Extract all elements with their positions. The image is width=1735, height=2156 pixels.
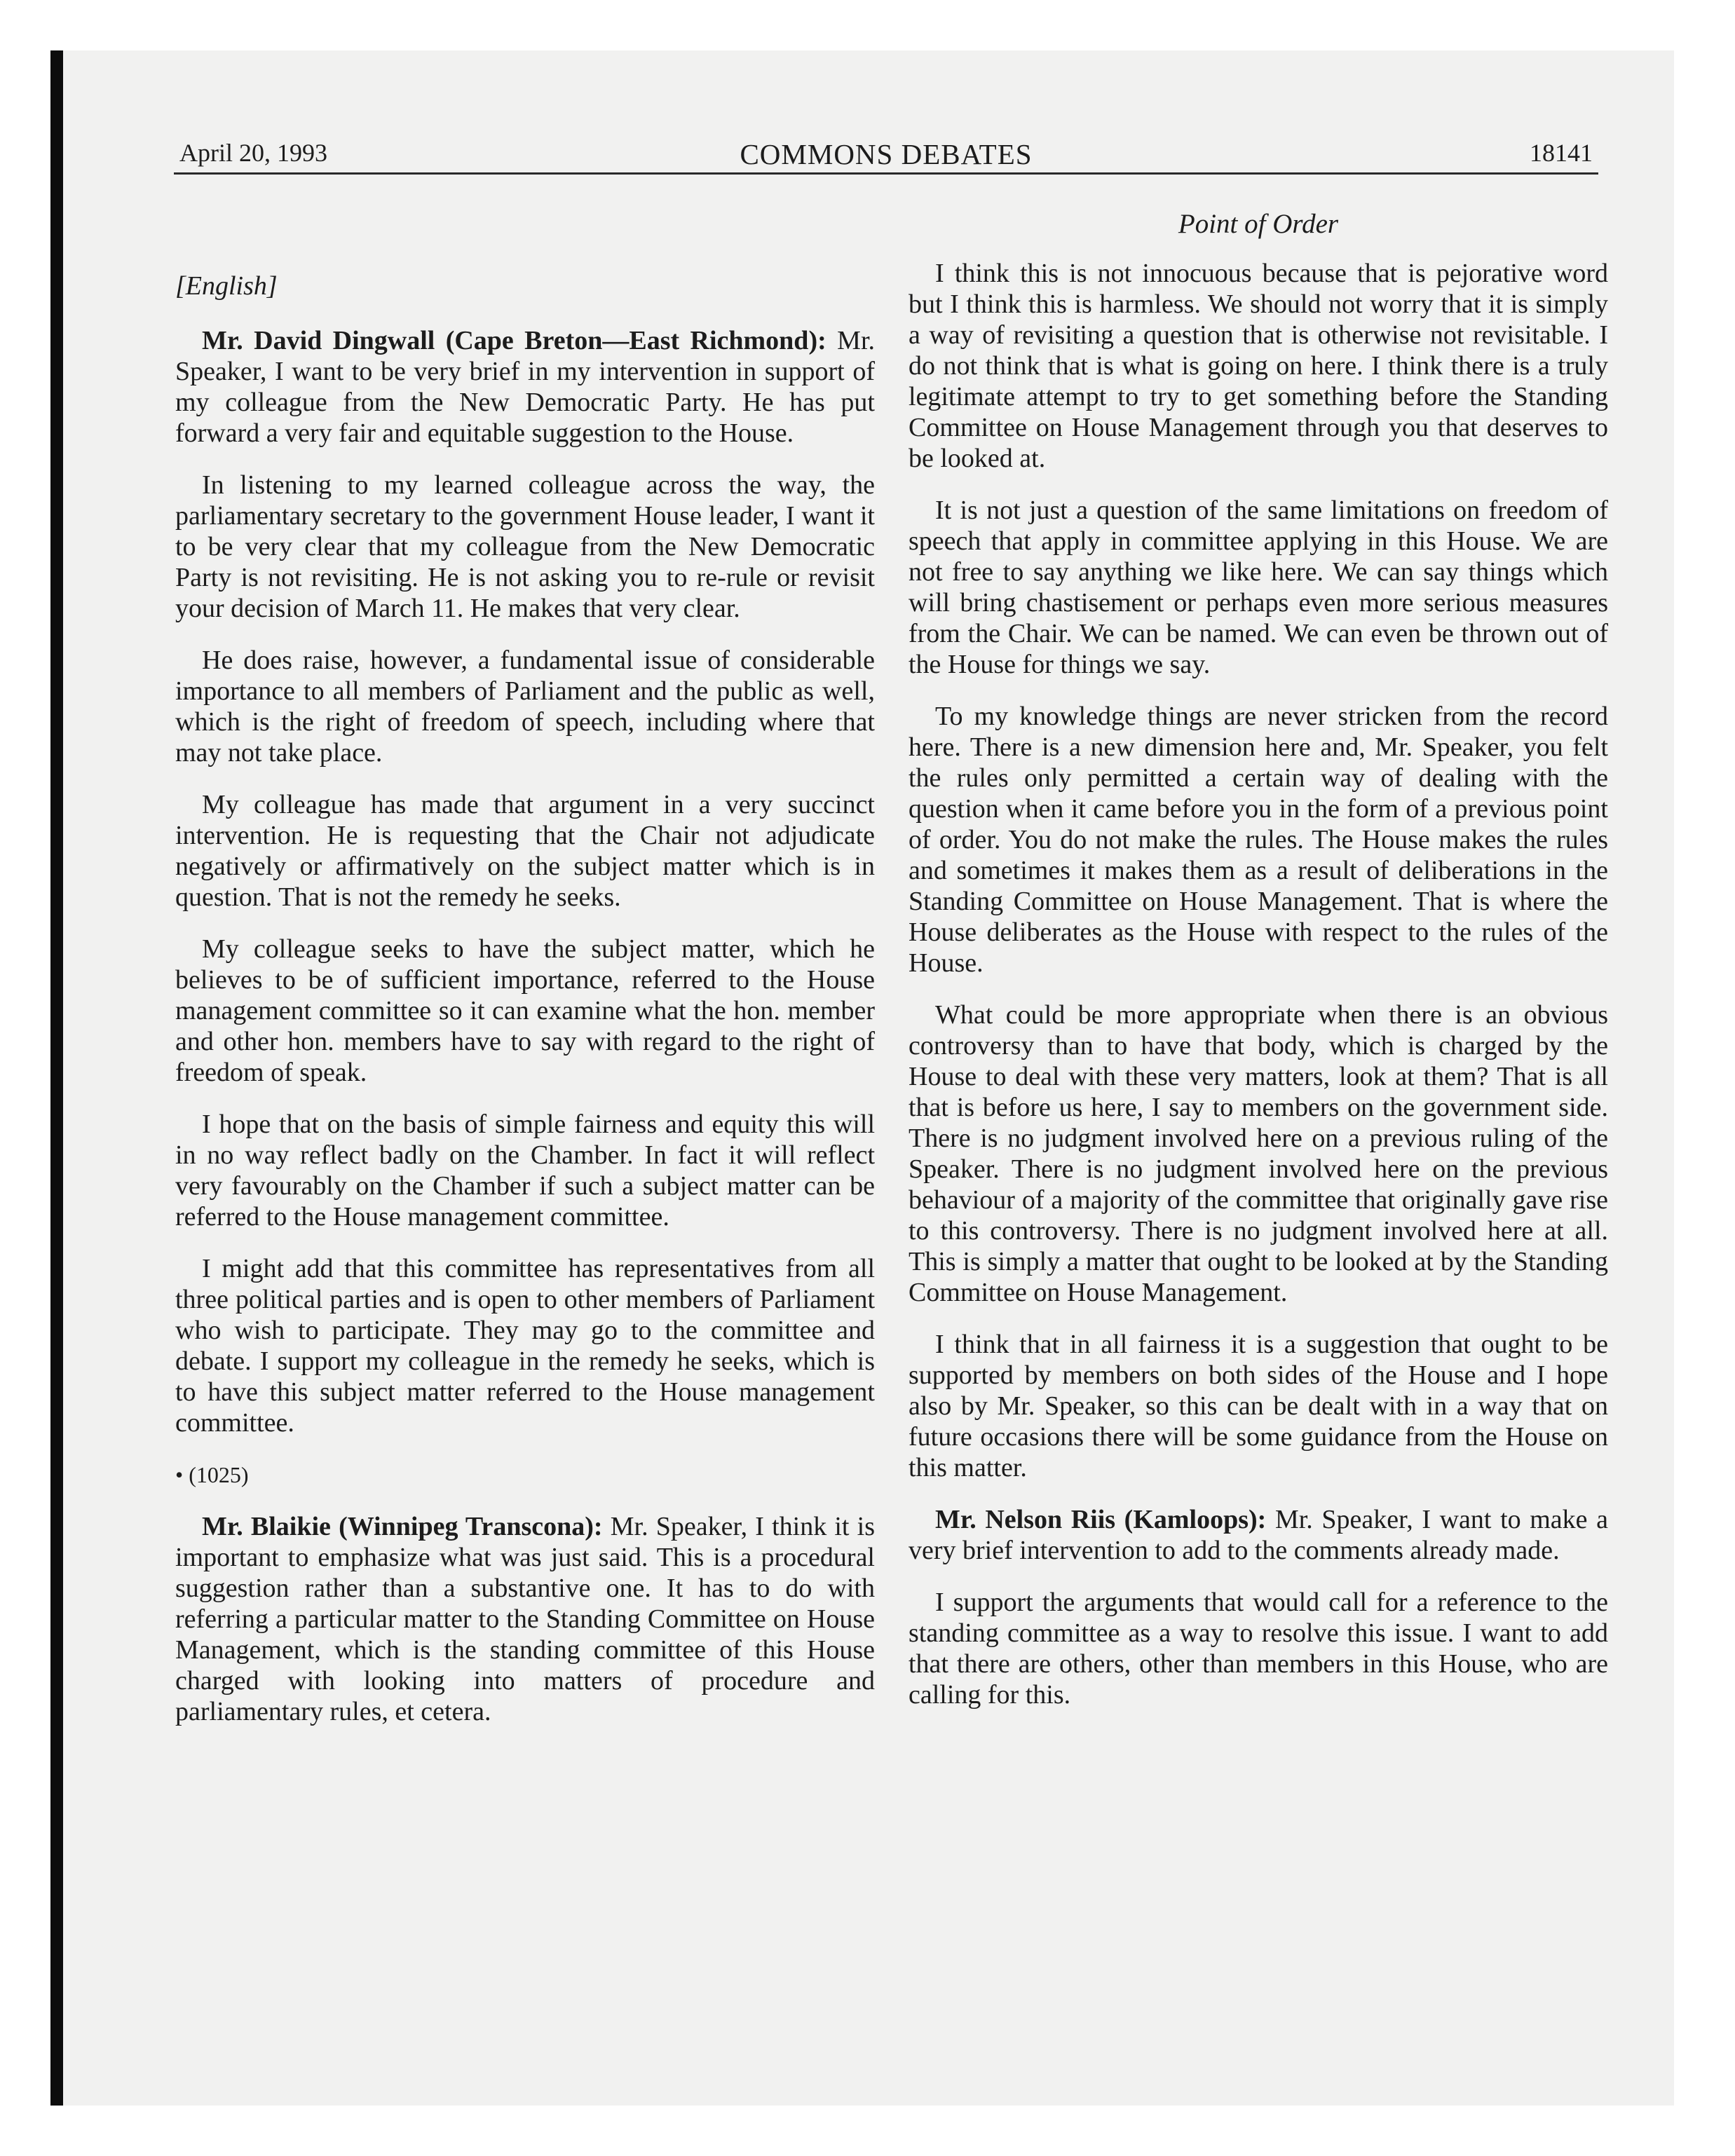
time-marker: • (1025) <box>175 1462 249 1487</box>
paragraph: I support the arguments that would call for a reference to the standing committee as a way to resolve this issue. I want to add that there are others, other than members in this House, who are calling for this. <box>909 1588 1608 1710</box>
speaker-name: Mr. David Dingwall (Cape Breton—East Richmond): <box>202 326 826 355</box>
paragraph-dingwall <box>175 325 875 449</box>
paragraph: My colleague seeks to have the subject matter, which he believes to be of sufficient importance, referred to the House management committee so it can examine what the hon. member and other hon. members have to say with regard to the right of freedom of speak. <box>175 934 875 1087</box>
paragraph-text: Mr. Speaker, I want to be very brief in my intervention in support of my colleague from the New Democratic Party. He has put forward a very fair and equitable suggestion to the House. <box>175 326 876 448</box>
paragraph-text: Mr. Speaker, I want to make a very brief intervention to add to the comments already made. <box>909 1505 1608 1565</box>
paragraph: It is not just a question of the same limitations on freedom of speech that apply in committee applying in this House. We are not free to say anything we like here. We can say things which will bring chastisement or perhaps even more serious measures from the Chair. We can be named. We can even be thrown out of the House for things we say. <box>909 496 1608 679</box>
paragraph-blaikie <box>175 1511 875 1727</box>
language-tag: [English] <box>175 271 278 301</box>
page-header <box>174 129 1598 170</box>
paragraph: To my knowledge things are never stricken from the record here. There is a new dimension here and, Mr. Speaker, you felt the rules only permitted a certain way of dealing with the question when it came before you in the form of a previous point of order. You do not make the rules. The House makes the rules and sometimes it makes them as a result of deliberations in the Standing Committee on House Management. That is where the House deliberates as the House with respect to the rules of the House. <box>909 702 1608 978</box>
header-date: April 20, 1993 <box>179 139 327 167</box>
speaker-name: Mr. Nelson Riis (Kamloops): <box>935 1505 1267 1534</box>
header-page-number: 18141 <box>1530 139 1593 167</box>
paragraph: He does raise, however, a fundamental issue of considerable importance to all members of Parliament and the public as well, which is the right of freedom of speech, including where that may not take place. <box>175 646 875 767</box>
paragraph: I hope that on the basis of simple fairness and equity this will in no way reflect badly on the Chamber. In fact it will reflect very favourably on the Chamber if such a subject matter can be referred to the House management committee. <box>175 1110 875 1231</box>
paragraph: I think that in all fairness it is a suggestion that ought to be supported by members on both sides of the House and I hope also by Mr. Speaker, so this can be dealt with in a way that on future occasions there will be some guidance from the House on this matter. <box>909 1330 1608 1482</box>
paragraph: I might add that this committee has representatives from all three political parties and is open to other members of Parliament who wish to participate. They may go to the committee and debate. I support my colleague in the remedy he seeks, which is to have this subject matter referred to the House management committee. <box>175 1254 875 1438</box>
right-column <box>909 209 1608 1731</box>
paragraph: In listening to my learned colleague across the way, the parliamentary secretary to the government House leader, I want it to be very clear that my colleague from the New Democratic Party is not revisiting. He is not asking you to re-rule or revisit your decision of March 11. He makes that very clear. <box>175 470 875 623</box>
paragraph-riis <box>909 1504 1608 1566</box>
paragraph-text: Mr. Speaker, I think it is important to emphasize what was just said. This is a procedural suggestion rather than a substantive one. It has to do with referring a particular matter to the Standing Committee on House Management, which is the standing committee of this House charged with looking into matters of procedure and parliamentary rules, et cetera. <box>175 1512 875 1726</box>
left-column <box>175 209 875 1748</box>
section-heading: Point of Order <box>1178 209 1339 239</box>
binding-edge <box>50 50 63 2106</box>
paragraph: What could be more appropriate when there is an obvious controversy than to have that body, which is charged by the House to deal with these very matters, look at them? That is all that is before us here, I say to members on the government side. There is no judgment involved here on a previous ruling of the Speaker. There is no judgment involved here on the previous behaviour of a majority of the committee that originally gave rise to this controversy. There is no judgment involved here at all. This is simply a matter that ought to be looked at by the Standing Committee on House Management. <box>909 1000 1608 1307</box>
header-rule <box>174 172 1598 175</box>
paragraph: I think this is not innocuous because that is pejorative word but I think this is harmless. We should not worry that it is simply a way of revisiting a question that is otherwise not revisitable. I do not think that is what is going on here. I think there is a truly legitimate attempt to try to get something before the Standing Committee on House Management through you that deserves to be looked at. <box>909 259 1608 473</box>
speaker-name: Mr. Blaikie (Winnipeg Transcona): <box>202 1512 603 1541</box>
paragraph: My colleague has made that argument in a very succinct intervention. He is requesting that the Chair not adjudicate negatively or affirmatively on the subject matter which is in question. That is not the remedy he seeks. <box>175 790 875 912</box>
header-title: COMMONS DEBATES <box>740 138 1033 170</box>
